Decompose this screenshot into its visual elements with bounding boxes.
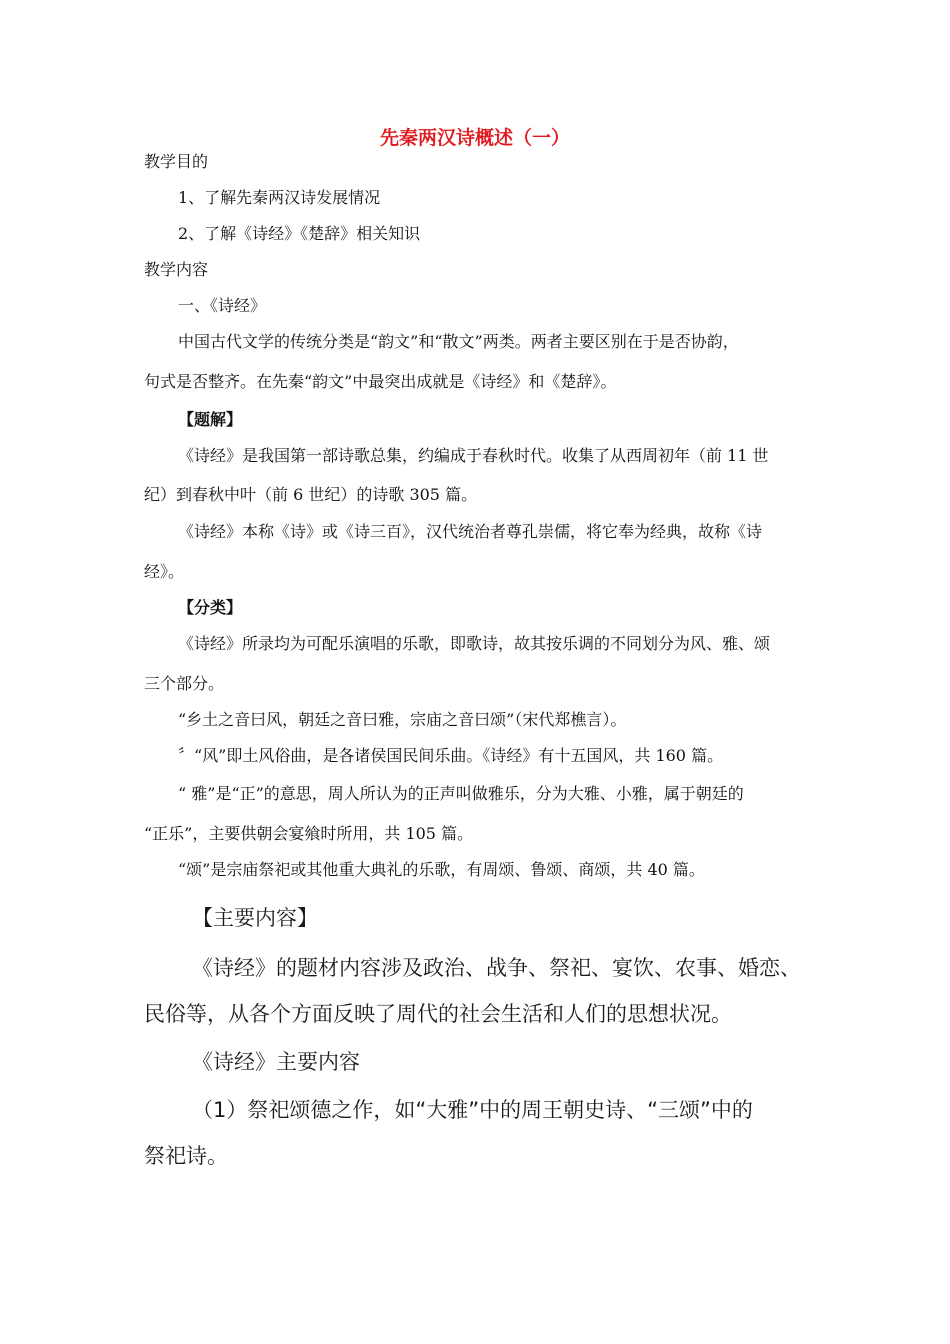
tijie-paragraph-1-line-2: 纪）到春秋中叶（前 6 世纪）的诗歌 305 篇。 bbox=[144, 485, 478, 504]
fenlei-paragraph-line-2: 三个部分。 bbox=[144, 674, 225, 693]
intro-paragraph-line-1: 中国古代文学的传统分类是“韵文”和“散文”两类。两者主要区别在于是否协韵， bbox=[178, 332, 739, 351]
intro-paragraph-line-2: 句式是否整齐。在先秦“韵文”中最突出成就是《诗经》和《楚辞》。 bbox=[144, 372, 617, 391]
ya-description-line-2: “正乐”，主要供朝会宴飨时所用，共 105 篇。 bbox=[144, 824, 474, 843]
tijie-paragraph-2-line-2: 经》。 bbox=[144, 562, 185, 581]
section-heading-shijing: 一、《诗经》 bbox=[178, 296, 267, 315]
goals-heading: 教学目的 bbox=[144, 152, 209, 171]
goal-item-2: 2、了解《诗经》《楚辞》相关知识 bbox=[178, 224, 421, 243]
content-heading: 教学内容 bbox=[144, 260, 209, 279]
main-sub-heading: 《诗经》主要内容 bbox=[192, 1050, 360, 1074]
song-description: “颂”是宗庙祭祀或其他重大典礼的乐歌，有周颂、鲁颂、商颂，共 40 篇。 bbox=[178, 860, 705, 879]
fenlei-quote: “乡土之音曰风，朝廷之音曰雅，宗庙之音曰颂”（宋代郑樵言）。 bbox=[178, 710, 627, 729]
fenlei-heading: 【分类】 bbox=[178, 598, 243, 617]
main-content-heading: 【主要内容】 bbox=[192, 906, 318, 930]
page-title: 先秦两汉诗概述（一） bbox=[379, 127, 570, 149]
main-item-1-line-1: （1）祭祀颂德之作，如“大雅”中的周王朝史诗、“三颂”中的 bbox=[192, 1098, 753, 1122]
ya-description-line-1: “ 雅”是“正”的意思，周人所认为的正声叫做雅乐，分为大雅、小雅，属于朝廷的 bbox=[178, 784, 744, 803]
tijie-paragraph-2-line-1: 《诗经》本称《诗》或《诗三百》，汉代统治者尊孔崇儒，将它奉为经典，故称《诗 bbox=[178, 522, 763, 541]
main-item-1-line-2: 祭祀诗。 bbox=[144, 1144, 228, 1168]
feng-description: 〞“风”即土风俗曲，是各诸侯国民间乐曲。《诗经》有十五国风，共 160 篇。 bbox=[178, 746, 724, 765]
main-paragraph-line-2: 民俗等，从各个方面反映了周代的社会生活和人们的思想状况。 bbox=[144, 1002, 732, 1026]
goal-item-1: 1、了解先秦两汉诗发展情况 bbox=[178, 188, 381, 207]
fenlei-paragraph-line-1: 《诗经》所录均为可配乐演唱的乐歌，即歌诗，故其按乐调的不同划分为风、雅、颂 bbox=[178, 634, 771, 653]
tijie-heading: 【题解】 bbox=[178, 410, 243, 429]
tijie-paragraph-1-line-1: 《诗经》是我国第一部诗歌总集，约编成于春秋时代。收集了从西周初年（前 11 世 bbox=[178, 446, 769, 465]
main-paragraph-line-1: 《诗经》的题材内容涉及政治、战争、祭祀、宴饮、农事、婚恋、 bbox=[192, 956, 801, 980]
